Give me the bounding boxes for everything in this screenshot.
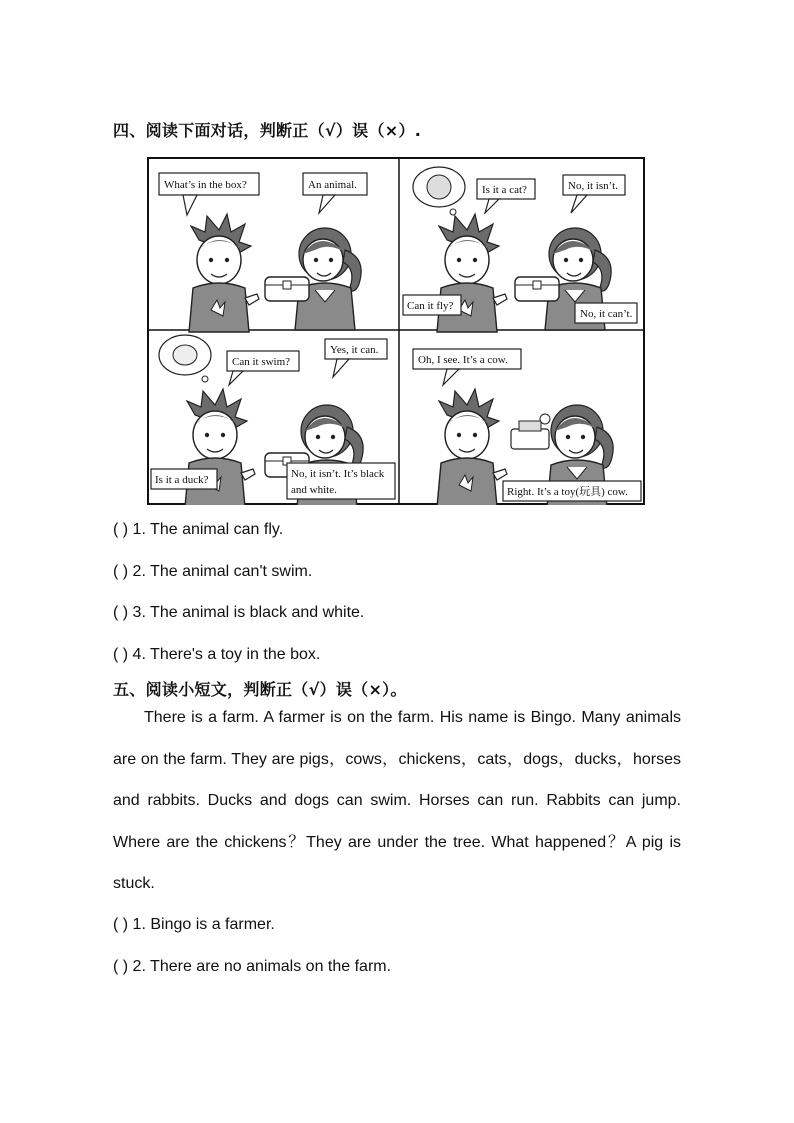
duck-icon <box>173 345 197 365</box>
bubble-text: No, it isn’t. It’s black <box>291 468 385 480</box>
section5-title: 五、阅读小短文，判断正（√）误（×）。 <box>113 680 407 699</box>
question-item: ( ) 2. The animal can't swim. <box>113 563 313 580</box>
question-item: ( ) 4. There's a toy in the box. <box>113 646 321 663</box>
bubble-text: Can it swim? <box>232 356 291 368</box>
bubble-text: and white. <box>291 484 337 496</box>
bubble-text: Is it a cat? <box>482 184 527 196</box>
question-item: ( ) 2. There are no animals on the farm. <box>113 958 392 975</box>
bubble-text: Can it fly? <box>407 300 454 312</box>
reading-passage: There is a farm. A farmer is on the farm. His name is Bingo. Many animals are on the farm. They are pigs，cows，chickens，cats，dogs，ducks，horses and rabbits. Ducks and dogs can swim. Horses can run. Rabbits can jump. Where are the chickens？They are under the tree. What happened？A pig is stuck. <box>113 709 681 892</box>
question-item: ( ) 3. The animal is black and white. <box>113 604 365 621</box>
bubble-text: Right. It’s a toy(玩具) cow. <box>507 486 628 498</box>
bubble-text: An animal. <box>308 179 357 191</box>
bubble-text: No, it isn’t. <box>568 180 618 192</box>
bubble-text: What’s in the box? <box>164 179 247 191</box>
bubble-text: Oh, I see. It’s a cow. <box>418 354 508 366</box>
question-item: ( ) 1. Bingo is a farmer. <box>113 916 275 933</box>
cat-icon <box>427 175 451 199</box>
section4-title: 四、阅读下面对话，判断正（√）误（×）. <box>113 121 422 140</box>
bubble-text: No, it can’t. <box>580 308 633 320</box>
question-item: ( ) 1. The animal can fly. <box>113 521 284 538</box>
bubble-text: Yes, it can. <box>330 344 379 356</box>
bubble-text: Is it a duck? <box>155 474 209 486</box>
comic-strip <box>147 157 645 505</box>
